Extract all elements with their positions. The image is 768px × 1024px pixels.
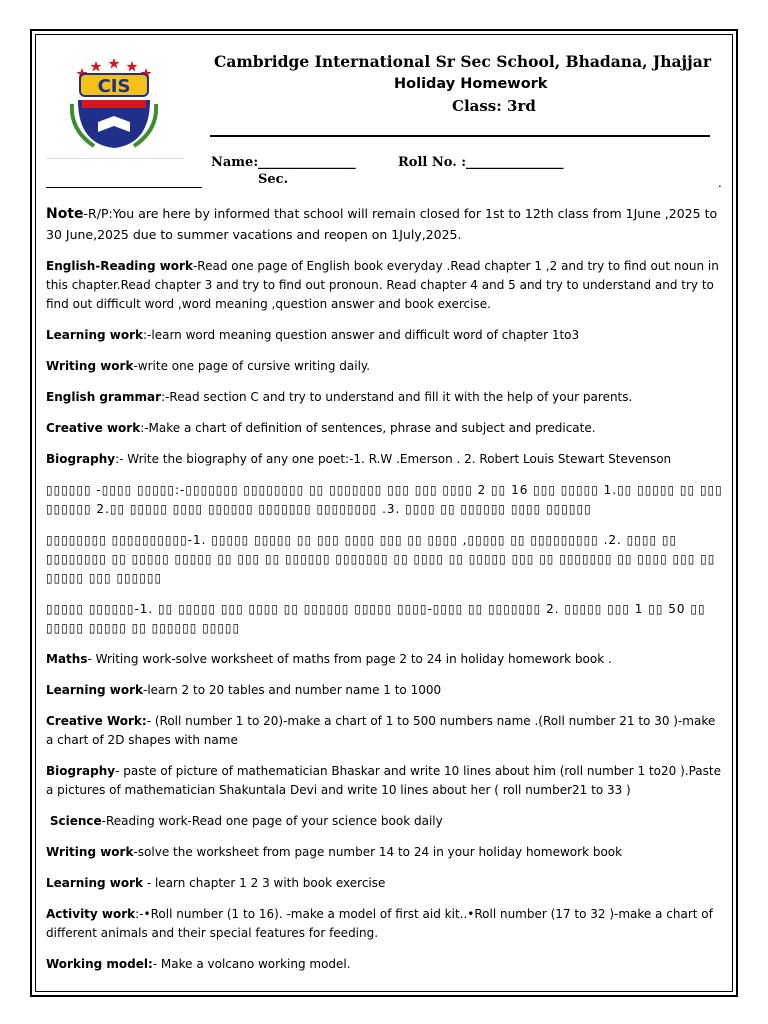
section-field: Sec.	[258, 172, 289, 187]
maths-learning	[46, 681, 726, 700]
blank-line	[46, 187, 202, 188]
science-learning	[46, 874, 726, 893]
maths-creative	[46, 712, 726, 750]
english-creative	[46, 419, 726, 438]
english-reading	[46, 257, 726, 314]
english-creative-text: :-Make a chart of definition of sentences, phrase and subject and predicate.	[140, 421, 596, 435]
maths-bio-label: Biography	[46, 764, 116, 778]
english-grammar-label: English grammar	[46, 390, 162, 404]
english-biography	[46, 450, 726, 469]
maths-biography	[46, 762, 726, 800]
science-model	[46, 955, 726, 974]
note-paragraph	[46, 204, 726, 245]
english-bio-label: Biography	[46, 452, 116, 466]
roll-field: Roll No. :_______________	[398, 155, 564, 170]
homework-content	[46, 204, 726, 986]
note-label: Note	[46, 206, 84, 222]
subtitle: Holiday Homework	[394, 76, 548, 92]
science-reading	[46, 812, 726, 831]
logo-ribbon	[82, 100, 146, 108]
english-reading-text: -Read one page of English book everyday .Read chapter 1 ,2 and try to find out noun in this chapter.Read chapter 3 and try to find out pronoun. Read chapter 4 and 5 and try to understand and try to find out difficult word ,word meaning ,question answer and book exercise.	[46, 259, 719, 311]
english-bio-text: :- Write the biography of any one poet:-1. R.W .Emerson . 2. Robert Louis Stewart Stevenson	[115, 452, 672, 466]
maths-bio-text: - paste of picture of mathematician Bhaskar and write 10 lines about him (roll number 1 to20 ).Paste a pictures of mathematician Shakuntala Devi and write 10 lines about her ( roll number21 to 33 )	[46, 764, 721, 797]
science-writing-label: Writing work	[46, 845, 134, 859]
english-reading-label: English-Reading work	[46, 259, 193, 273]
note-text: -R/P:You are here by informed that school will remain closed for 1st to 12th class from 1June ,2025 to 30 June,2025 due to summer vacations and reopen on 1July,2025.	[46, 206, 718, 242]
logo-text: CIS	[97, 76, 131, 97]
science-writing-text: -solve the worksheet from page number 14 to 24 in your holiday homework book	[133, 845, 623, 859]
english-creative-label: Creative work	[46, 421, 141, 435]
english-learning-text: :-learn word meaning question answer and difficult word of chapter 1to3	[143, 328, 580, 342]
science-writing	[46, 843, 726, 862]
trailing-dot: .	[718, 176, 722, 190]
school-name: Cambridge International Sr Sec School, Bhadana, Jhajjar	[214, 52, 711, 71]
science-activity-label: Activity work	[46, 907, 136, 921]
science-activity-text: :-•Roll number (1 to 16). -make a model of first aid kit..•Roll number (17 to 32 )-make a chart of different animals and their special features for feeding.	[46, 907, 713, 940]
hindi-paragraph-3: ▯▯▯▯▯ ▯▯▯▯▯▯-1. ▯▯ ▯▯▯▯▯ ▯▯▯ ▯▯▯▯ ▯▯ ▯▯▯▯▯▯ ▯▯▯▯▯ ▯▯▯▯-▯▯▯▯ ▯▯ ▯▯▯▯▯▯▯ 2. ▯▯▯▯▯ ▯▯▯ 1 ▯▯ 50 ▯▯ ▯▯▯▯▯ ▯▯▯▯▯ ▯▯ ▯▯▯▯▯▯ ▯▯▯▯▯	[46, 602, 706, 635]
header-rule	[210, 135, 710, 137]
english-learning	[46, 326, 726, 345]
science-learning-label: Learning work	[46, 876, 143, 890]
science-text: -Reading work-Read one page of your science book daily	[101, 814, 443, 828]
science-learning-text: - learn chapter 1 2 3 with book exercise	[143, 876, 386, 890]
science-activity	[46, 905, 726, 943]
class-label: Class: 3rd	[452, 97, 536, 115]
maths-learning-label: Learning work	[46, 683, 143, 697]
school-logo	[68, 56, 160, 152]
maths-writing	[46, 650, 726, 669]
english-writing	[46, 357, 726, 376]
maths-text: - Writing work-solve worksheet of maths from page 2 to 24 in holiday homework book .	[87, 652, 612, 666]
english-writing-label: Writing work	[46, 359, 134, 373]
maths-creative-text: - (Roll number 1 to 20)-make a chart of 1 to 500 numbers name .(Roll number 21 to 30 )-make a chart of 2D shapes with name	[46, 714, 716, 747]
hindi-paragraph-2: ▯▯▯▯▯▯▯▯ ▯▯▯▯▯▯▯▯▯▯-1. ▯▯▯▯▯ ▯▯▯▯▯ ▯▯ ▯▯▯ ▯▯▯▯ ▯▯▯ ▯▯ ▯▯▯▯ ,▯▯▯▯▯ ▯▯ ▯▯▯▯▯▯▯▯▯ .2. ▯▯▯▯ ▯▯ ▯▯▯▯▯▯▯▯ ▯▯ ▯▯▯▯▯ ▯▯▯▯▯ ▯▯ ▯▯▯ ▯▯ ▯▯▯▯▯▯ ▯▯▯▯▯▯▯ ▯▯ ▯▯▯▯ ▯▯ ▯▯▯▯▯ ▯▯▯ ▯▯ ▯▯▯▯▯▯▯ ▯▯ ▯▯▯▯ ▯▯▯ ▯▯ ▯▯▯▯▯ ▯▯▯ ▯▯▯▯▯▯	[46, 533, 716, 585]
hindi-paragraph-1: ▯▯▯▯▯▯ -▯▯▯▯ ▯▯▯▯▯:-▯▯▯▯▯▯▯ ▯▯▯▯▯▯▯▯ ▯▯ ▯▯▯▯▯▯▯ ▯▯▯ ▯▯▯ ▯▯▯▯ 2 ▯▯ 16 ▯▯▯ ▯▯▯▯▯ 1.▯▯ ▯▯▯▯▯ ▯▯ ▯▯▯ ▯▯▯▯▯▯ 2.▯▯ ▯▯▯▯▯ ▯▯▯▯ ▯▯▯▯▯▯ ▯▯▯▯▯▯▯ ▯▯▯▯▯▯▯▯ .3. ▯▯▯▯ ▯▯ ▯▯▯▯▯▯ ▯▯▯▯ ▯▯▯▯▯▯	[46, 483, 723, 516]
english-grammar-text: :-Read section C and try to understand and fill it with the help of your parents.	[161, 390, 633, 404]
logo-divider	[46, 158, 184, 159]
english-grammar	[46, 388, 726, 407]
science-model-label: Working model:	[46, 957, 153, 971]
maths-label: Maths	[46, 652, 88, 666]
maths-learning-text: -learn 2 to 20 tables and number name 1 to 1000	[143, 683, 442, 697]
english-learning-label: Learning work	[46, 328, 143, 342]
english-writing-text: -write one page of cursive writing daily.	[133, 359, 371, 373]
science-model-text: - Make a volcano working model.	[152, 957, 351, 971]
science-label: Science	[49, 814, 102, 828]
maths-creative-label: Creative Work:	[46, 714, 147, 728]
name-field: Name:_______________	[211, 155, 356, 170]
